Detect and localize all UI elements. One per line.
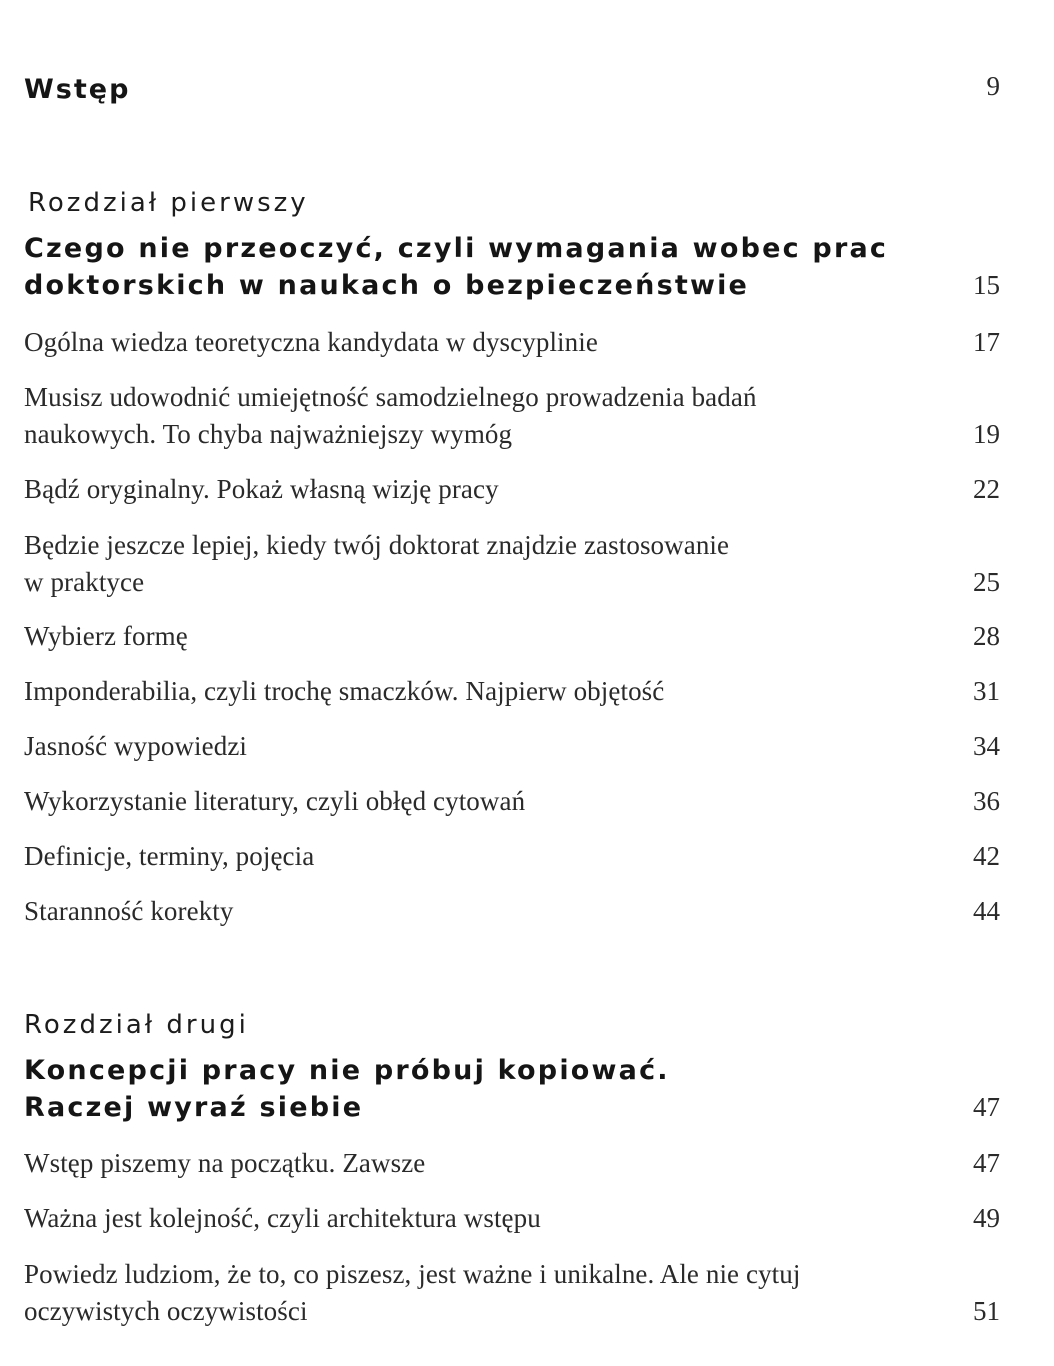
toc-entry-title: Wybierz formę [24, 621, 188, 651]
chapter-2-title [24, 1052, 670, 1126]
toc-entry-title: Wstęp piszemy na początku. Zawsze [24, 1148, 426, 1178]
chapter-2-label: Rozdział drugi [24, 1010, 249, 1040]
toc-entry-title [24, 1256, 800, 1330]
toc-entry-title-line-1: Musisz udowodnić umiejętność samodzielnego prowadzenia badań [24, 382, 757, 412]
toc-entry-title-line-2: naukowych. To chyba najważniejszy wymóg [24, 419, 513, 449]
toc-entry[interactable] [24, 728, 1000, 765]
toc-entry-page: 44 [973, 896, 1000, 926]
toc-entry[interactable] [24, 379, 1000, 453]
toc-entry[interactable] [24, 1200, 1000, 1237]
toc-entry-title [24, 527, 729, 601]
toc-entry-title: Ważna jest kolejność, czyli architektura wstępu [24, 1203, 541, 1233]
toc-entry-title-line-1: Będzie jeszcze lepiej, kiedy twój doktorat znajdzie zastosowanie [24, 530, 730, 560]
toc-entry-title: Wykorzystanie literatury, czyli obłęd cytowań [24, 786, 526, 816]
chapter-2-title-line-2: Raczej wyraź siebie [24, 1092, 364, 1123]
toc-entry-page: 51 [973, 1296, 1000, 1326]
toc-entry[interactable] [24, 1256, 1000, 1330]
toc-entry-title [24, 379, 757, 453]
chapter-1-heading[interactable] [24, 230, 1000, 304]
toc-entry[interactable] [24, 1145, 1000, 1182]
toc-entry-title: Staranność korekty [24, 896, 234, 926]
toc-entry-page: 42 [973, 841, 1000, 871]
toc-entry-page: 49 [973, 1203, 1000, 1233]
chapter-2-page-number: 47 [973, 1092, 1000, 1122]
chapter-1-label: Rozdział pierwszy [28, 188, 309, 218]
toc-entry-title: Definicje, terminy, pojęcia [24, 841, 315, 871]
toc-entry-title-line-1: Powiedz ludziom, że to, co piszesz, jest ważne i unikalne. Ale nie cytuj [24, 1259, 801, 1289]
intro-page-number: 9 [986, 71, 1000, 101]
toc-entry[interactable] [24, 471, 1000, 508]
chapter-1-page-number: 15 [973, 270, 1000, 300]
toc-entry[interactable] [24, 783, 1000, 820]
toc-entry-page: 36 [973, 786, 1000, 816]
toc-entry[interactable] [24, 324, 1000, 361]
toc-entry-title-line-2: oczywistych oczywistości [24, 1296, 308, 1326]
toc-entry-page: 34 [973, 731, 1000, 761]
toc-entry-page: 19 [973, 419, 1000, 449]
toc-entry[interactable] [24, 838, 1000, 875]
toc-entry-title: Bądź oryginalny. Pokaż własną wizję pracy [24, 474, 499, 504]
chapter-2-heading[interactable] [24, 1052, 1000, 1126]
toc-entry[interactable] [24, 893, 1000, 930]
toc-entry-page: 22 [973, 474, 1000, 504]
toc-entry-page: 17 [973, 327, 1000, 357]
toc-entry[interactable] [24, 673, 1000, 710]
toc-entry-page: 25 [973, 567, 1000, 597]
toc-entry-title: Jasność wypowiedzi [24, 731, 248, 761]
toc-entry-page: 28 [973, 621, 1000, 651]
chapter-1-title-line-2: doktorskich w naukach o bezpieczeństwie [24, 270, 750, 301]
toc-entry-title: Imponderabilia, czyli trochę smaczków. Najpierw objętość [24, 676, 665, 706]
toc-entry-title: Ogólna wiedza teoretyczna kandydata w dyscyplinie [24, 327, 598, 357]
toc-entry-intro[interactable] [24, 68, 1000, 105]
chapter-1-title-line-1: Czego nie przeoczyć, czyli wymagania wobec prac [24, 233, 889, 264]
toc-entry-page: 31 [973, 676, 1000, 706]
toc-entry-page: 47 [973, 1148, 1000, 1178]
toc-entry[interactable] [24, 527, 1000, 601]
chapter-1-title [24, 230, 888, 304]
intro-title: Wstęp [24, 74, 131, 105]
chapter-2-title-line-1: Koncepcji pracy nie próbuj kopiować. [24, 1055, 670, 1086]
toc-entry[interactable] [24, 618, 1000, 655]
toc-entry-title-line-2: w praktyce [24, 567, 145, 597]
